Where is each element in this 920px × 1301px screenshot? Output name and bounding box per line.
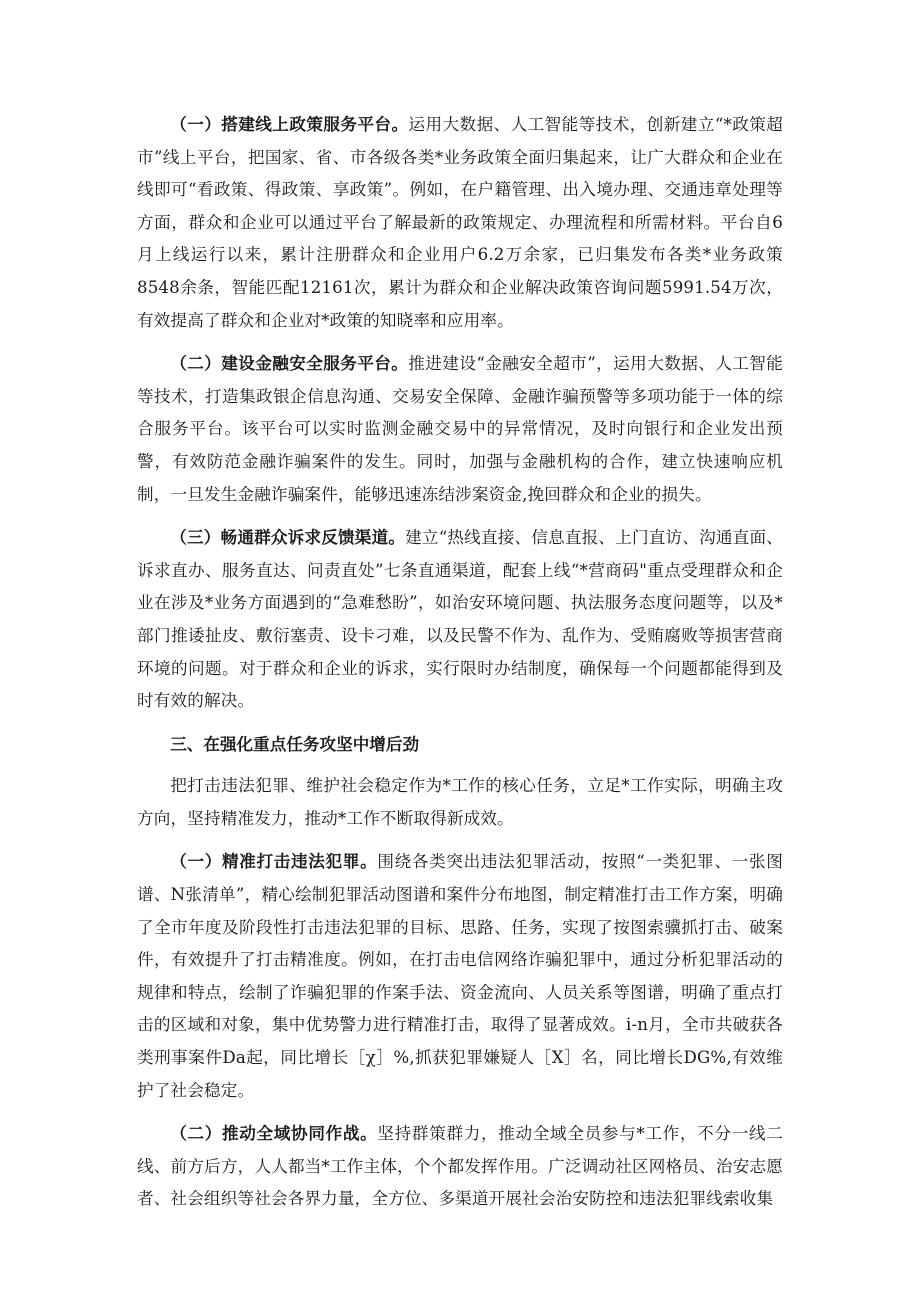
section-intro: 把打击违法犯罪、维护社会稳定作为*工作的核心任务，立足*工作实际，明确主攻方向，坚持精准发力，推动*工作不断取得新成效。	[137, 776, 783, 828]
paragraph-lead: （三）畅通群众诉求反馈渠道。	[170, 527, 406, 548]
paragraph-feedback-channels	[137, 521, 783, 718]
paragraph-lead: （一）搭建线上政策服务平台。	[170, 114, 409, 134]
paragraph-lead: （二）推动全域协同作战。	[170, 1123, 378, 1144]
paragraph-policy-platform	[137, 108, 783, 337]
paragraph-lead: （一）精准打击违法犯罪。	[170, 851, 378, 872]
paragraph-lead: （二）建设金融安全服务平台。	[170, 353, 409, 374]
paragraph-text: 围绕各类突出违法犯罪活动，按照“一类犯罪、一张图谱、N张清单”，精心绘制犯罪活动图谱和案件分布地图，制定精准打击工作方案，明确了全市年度及阶段性打击违法犯罪的目标、思路、任务，实现了按图索骥抓打击、破案件，有效提升了打击精准度。例如，在打击电信网络诈骗犯罪中，通过分析犯罪活动的规律和特点，绘制了诈骗犯罪的作案手法、资金流向、人员关系等图谱，明确了重点打击的区域和对象，集中优势警力进行精准打击，取得了显著成效。i-n月，全市共破获各类刑事案件Da起，同比增长［χ］%,抓获犯罪嫌疑人［X］名，同比增长DG%,有效维护了社会稳定。	[137, 852, 783, 1100]
paragraph-text: 推进建设“金融安全超市”，运用大数据、人工智能等技术，打造集政银企信息沟通、交易安全保障、金融诈骗预警等多项功能于一体的综合服务平台。该平台可以实时监测金融交易中的异常情况，及时向银行和企业发出预警，有效防范金融诈骗案件的发生。同时，加强与金融机构的合作，建立快速响应机制，一旦发生金融诈骗案件，能够迅速冻结涉案资金,挽回群众和企业的损失。	[137, 354, 783, 504]
paragraph-text: 坚持群策群力，推动全域全员参与*工作，不分一线二线、前方后方，人人都当*工作主体，个个都发挥作用。广泛调动社区网格员、治安志愿者、社会组织等社会各界力量，全方位、多渠道开展社会治安防控和违法犯罪线索收集	[137, 1124, 783, 1209]
paragraph-finance-platform	[137, 347, 783, 511]
paragraph-coordinated-ops	[137, 1117, 783, 1216]
paragraph-precise-strike	[137, 845, 783, 1107]
document-body	[137, 108, 783, 1226]
paragraph-text: 建立“热线直接、信息直报、上门直访、沟通直面、诉求直办、服务直达、问责直处”七条直通渠道，配套上线“*营商码"重点受理群众和企业在涉及*业务方面遇到的“急难愁盼”，如治安环境问题、执法服务态度问题等，以及*部门推诿扯皮、敷衍塞责、设卡刁难，以及民警不作为、乱作为、受贿腐败等损害营商环境的问题。对于群众和企业的诉求，实行限时办结制度，确保每一个问题都能得到及时有效的解决。	[137, 528, 783, 711]
paragraph-text: 运用大数据、人工智能等技术，创新建立“*政策超市”线上平台，把国家、省、市各级各类*业务政策全面归集起来，让广大群众和企业在线即可“看政策、得政策、享政策”。例如，在户籍管理、出入境办理、交通违章处理等方面，群众和企业可以通过平台了解最新的政策规定、办理流程和所需材料。平台自6月上线运行以来，累计注册群众和企业用户6.2万余家，已归集发布各类*业务政策8548余条，智能匹配12161次，累计为群众和企业解决政策咨询问题5991.54万次，有效提高了群众和企业对*政策的知晓率和应用率。	[137, 115, 784, 330]
section-heading: 三、在强化重点任务攻坚中增后劲	[170, 733, 420, 754]
